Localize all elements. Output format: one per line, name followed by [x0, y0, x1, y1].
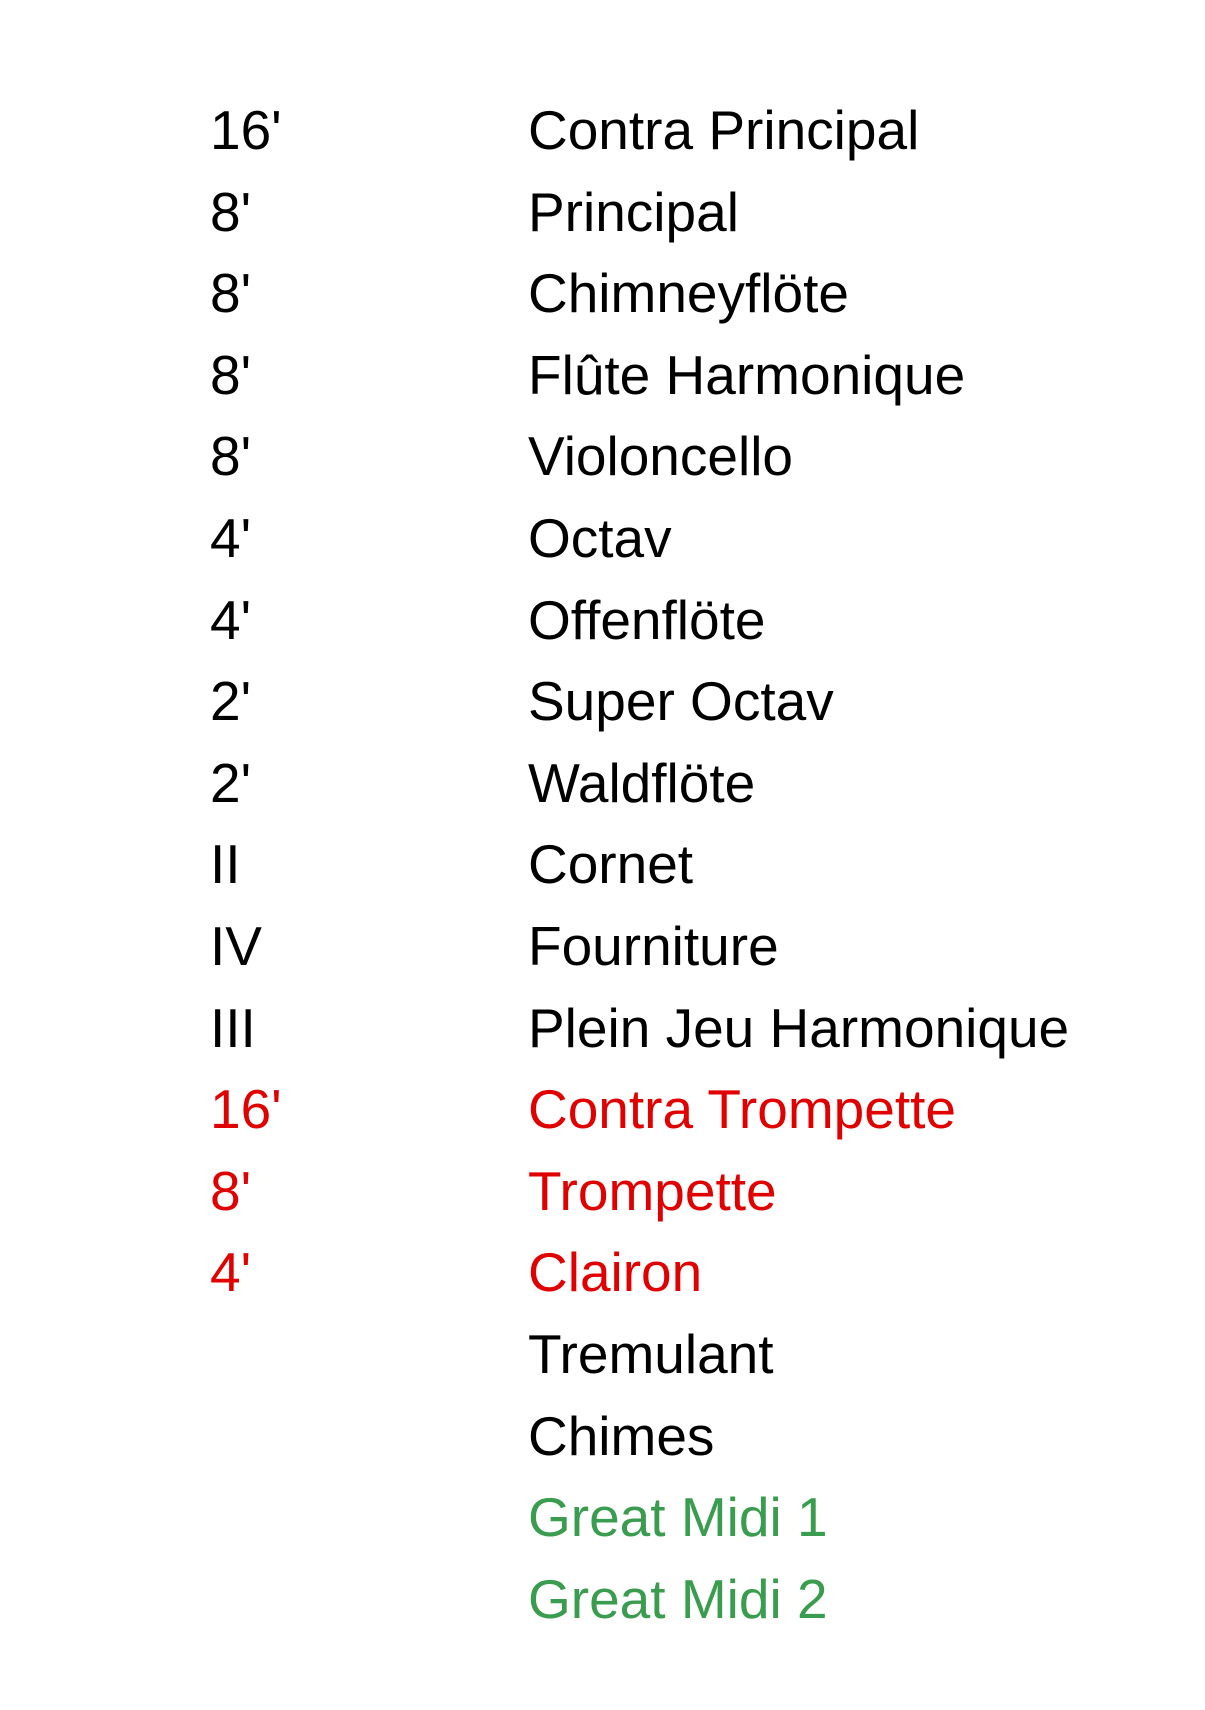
stop-row	[0, 498, 1205, 580]
stop-name: Waldflöte	[528, 751, 756, 814]
stop-row	[0, 988, 1205, 1070]
stop-row	[0, 90, 1205, 172]
stop-pitch: 8'	[210, 262, 252, 325]
stop-pitch: 8'	[210, 425, 252, 488]
stop-row	[0, 906, 1205, 988]
stop-name: Fourniture	[528, 914, 779, 977]
stop-pitch: 4'	[210, 1241, 252, 1304]
stop-row	[0, 1559, 1205, 1641]
stop-row	[0, 1232, 1205, 1314]
stop-pitch: 16'	[210, 99, 282, 161]
stop-pitch: 4'	[210, 588, 252, 651]
stop-name: Contra Principal	[528, 99, 920, 161]
stop-name: Trompette	[528, 1159, 777, 1222]
stop-row	[0, 172, 1205, 254]
stop-row	[0, 580, 1205, 662]
stop-name: Plein Jeu Harmonique	[528, 996, 1070, 1059]
stop-row	[0, 1477, 1205, 1559]
stop-row	[0, 661, 1205, 743]
stop-name: Super Octav	[528, 670, 834, 733]
stop-pitch: IV	[210, 914, 262, 977]
stop-row	[0, 1396, 1205, 1478]
stop-name: Cornet	[528, 833, 694, 896]
stop-name: Tremulant	[528, 1322, 774, 1385]
stop-name: Octav	[528, 506, 672, 569]
stop-pitch: 16'	[210, 1078, 282, 1141]
stop-name: Clairon	[528, 1241, 703, 1304]
stop-pitch: 8'	[210, 343, 252, 406]
stop-name: Great Midi 1	[528, 1486, 828, 1549]
stop-pitch: 2'	[210, 751, 252, 814]
stop-name: Offenflöte	[528, 588, 766, 651]
stop-row	[0, 416, 1205, 498]
stop-name: Chimneyflöte	[528, 262, 849, 325]
stop-pitch: III	[210, 996, 256, 1059]
stop-name: Principal	[528, 180, 739, 243]
stop-list	[0, 90, 1205, 1640]
stop-row	[0, 743, 1205, 825]
stop-row	[0, 1069, 1205, 1151]
stop-row	[0, 1314, 1205, 1396]
stop-pitch: 8'	[210, 1159, 252, 1222]
stop-name: Contra Trompette	[528, 1078, 956, 1141]
stop-row	[0, 824, 1205, 906]
stop-row	[0, 253, 1205, 335]
stop-pitch: 8'	[210, 180, 252, 243]
stop-name: Great Midi 2	[528, 1567, 828, 1630]
stop-pitch: 2'	[210, 670, 252, 733]
stop-name: Chimes	[528, 1404, 715, 1467]
stop-name: Flûte Harmonique	[528, 343, 966, 406]
stop-row	[0, 335, 1205, 417]
stop-pitch: 4'	[210, 506, 252, 569]
stop-name: Violoncello	[528, 425, 794, 488]
stop-row	[0, 1151, 1205, 1233]
stop-pitch: II	[210, 833, 241, 896]
